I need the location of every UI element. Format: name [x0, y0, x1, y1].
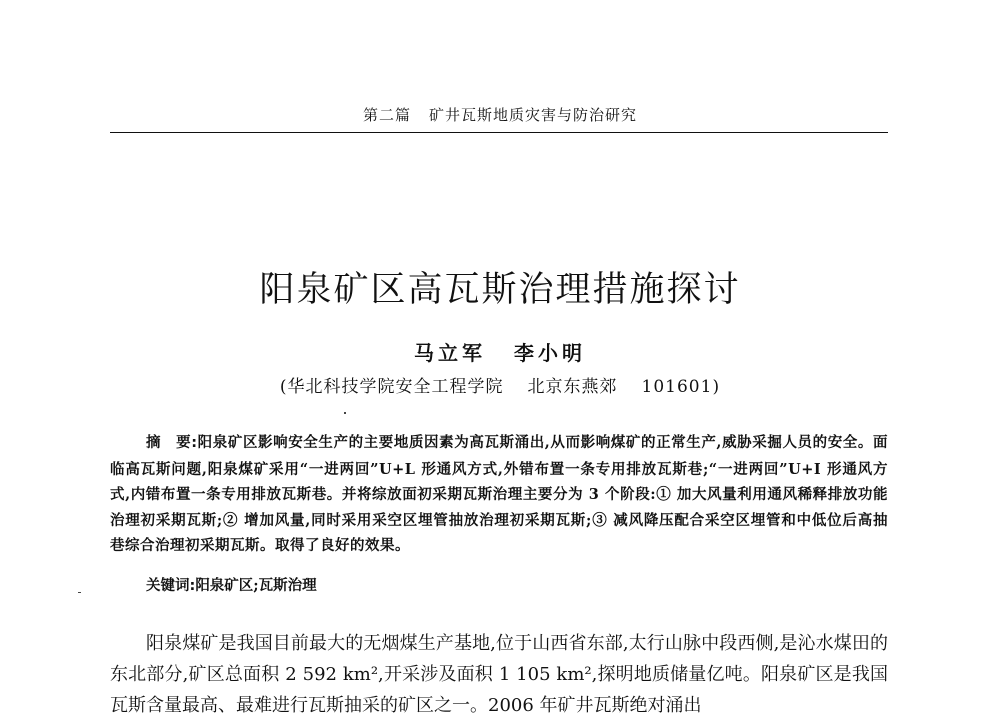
affiliation-location: 北京东燕郊 [527, 377, 618, 397]
affiliation-postcode: 101601) [641, 377, 721, 397]
author-1: 马立军 [414, 341, 486, 365]
running-head-part: 第二篇 [362, 106, 411, 124]
scan-speck [344, 412, 346, 414]
affiliation-institution: (华北科技学院安全工程学院 [279, 377, 504, 397]
abstract-label: 摘 要: [146, 435, 198, 451]
paper-title: 阳泉矿区高瓦斯治理措施探讨 [259, 270, 741, 310]
author-2: 李小明 [514, 341, 586, 365]
author-line [110, 337, 890, 366]
abstract [110, 430, 888, 559]
header-rule [110, 132, 888, 133]
keywords [146, 574, 317, 595]
scan-speck [78, 592, 81, 593]
affiliation [110, 372, 890, 397]
keywords-label: 关键词: [146, 578, 196, 594]
running-head [110, 104, 890, 125]
keywords-text: 阳泉矿区;瓦斯治理 [195, 577, 317, 594]
abstract-text: 阳泉矿区影响安全生产的主要地质因素为高瓦斯涌出,从而影响煤矿的正常生产,威胁采掘人员的安全。面临高瓦斯问题,阳泉煤矿采用“一进两回”U+L 形通风方式,外错布置一条专用排放瓦斯巷;“一进两回”U+I 形通风方式,内错布置一条专用排放瓦斯巷。并将综放面初采期瓦斯治理主要分为 3 个阶段:① 加大风量利用通风稀释排放功能治理初采期瓦斯;② 增加风量,同时采用采空区埋管抽放治理初采期瓦斯;③ 减风降压配合采空区埋管和中低位后高抽巷综合治理初采期瓦斯。取得了良好的效果。 [110, 434, 888, 554]
body-paragraph-text: 阳泉煤矿是我国目前最大的无烟煤生产基地,位于山西省东部,太行山脉中段西侧,是沁水煤田的东北部分,矿区总面积 2 592 km²,开采涉及面积 1 105 km²,探明地质储量亿吨。阳泉矿区是我国瓦斯含量最高、最难进行瓦斯抽采的矿区之一。2006 年矿井瓦斯绝对涌出 [110, 633, 888, 716]
body-paragraph [110, 628, 888, 721]
running-head-title: 矿井瓦斯地质灾害与防治研究 [429, 106, 638, 124]
